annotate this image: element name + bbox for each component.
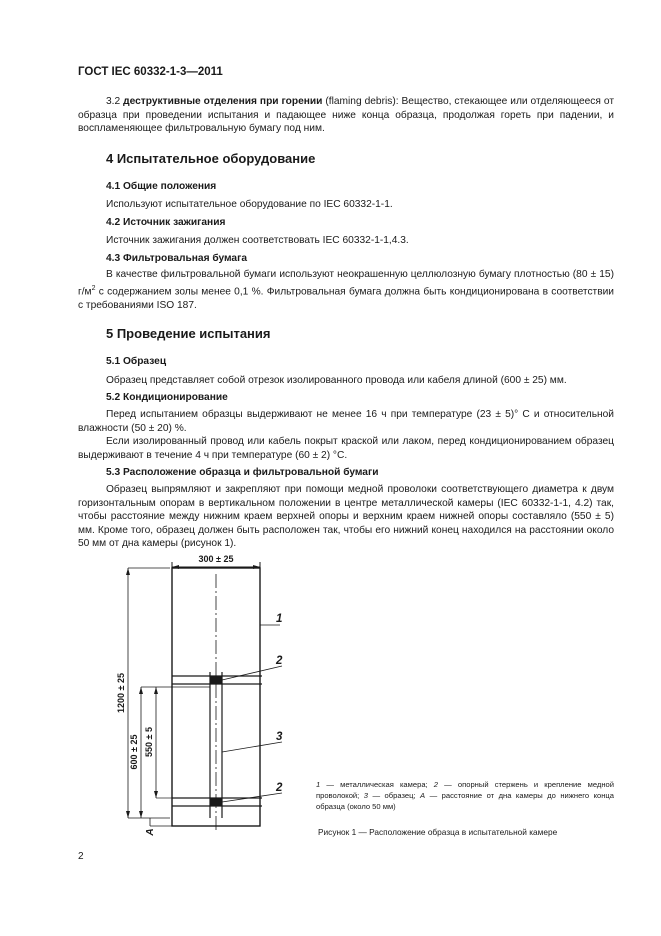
dim-1200-label: 1200 ± 25 [116,673,126,713]
dim-600-label: 600 ± 25 [129,734,139,770]
section-5-2-text-2: Если изолированный провод или кабель покрыт краской или лаком, перед кондиционированием образец выдерживают в течение 4 ч при температуре (60 ± 2) °С. [78,436,614,461]
legend-text-3: — образец; [368,791,421,800]
document-header: ГОСТ IEC 60332-1-3—2011 [78,66,223,78]
callout-1: 1 [276,613,283,625]
definition-text: (flaming debris): Вещество, стекающее или отделяющееся от образца при проведении испытания и падающее ниже конца образца, продолжая гореть при падении, и воспламеняющее фильтровальную бумагу под ним. [78,96,614,135]
legend-text-a: — расстояние от дна камеры до нижнего конца образца (около 50 мм) [316,791,614,811]
section-4-3-text-a: В качестве фильтровальной бумаги используют неокрашенную целлюлозную бумагу плотностью (80 ± 15) г/м [78,269,614,297]
page-number: 2 [78,851,84,862]
superscript: 2 [91,284,96,292]
section-5-title: 5 Проведение испытания [106,326,271,341]
section-5-3-text: Образец выпрямляют и закрепляют при помощи медной проволоки соответствующего диаметра к двум горизонтальным опорам в вертикальном положении в центре металлической камеры (IEC 60332-1-1, 4.2) так, чтобы расстояние между нижним краем верхней опоры и верхним краем нижней опоры составляло (550 ± 5) мм. Кроме того, образец должен быть расположен так, чтобы его нижний конец находился на расстоянии около 50 мм от дна камеры (рисунок 1). [78,484,614,550]
section-4-2-text: Источник зажигания должен соответствовать IEC 60332-1-1,4.3. [106,235,409,246]
section-5-2-text-1: Перед испытанием образцы выдерживают не менее 16 ч при температуре (23 ± 5)° С и относительной влажности (50 ± 20) %. [78,409,614,434]
definition-term: деструктивные отделения при горении [123,96,323,107]
section-5-2-title: 5.2 Кондиционирование [106,392,228,403]
section-4-title: 4 Испытательное оборудование [106,151,316,166]
section-5-1-text: Образец представляет собой отрезок изолированного провода или кабеля длиной (600 ± 25) мм. [106,375,567,386]
dim-a-label: A [145,828,156,836]
dim-1200-arrow-bottom [126,811,130,818]
section-4-3-title: 4.3 Фильтровальная бумага [106,253,248,264]
definition-number: 3.2 [106,96,121,107]
figure-legend [316,779,614,812]
figure-caption: Рисунок 1 — Расположение образца в испытательной камере [318,827,558,837]
dim-1200-arrow-top [126,568,130,575]
callout-2-lower: 2 [276,782,283,794]
upper-clamp [210,676,222,684]
lower-clamp [210,798,222,806]
dim-600-arrow-top [139,687,143,694]
callout-2-upper: 2 [276,655,283,667]
dim-550-arrow-top [154,687,158,694]
leader-2-upper [222,666,282,680]
section-5-3-title: 5.3 Расположение образца и фильтровальной бумаги [106,467,379,478]
legend-text-2: — опорный стержень и крепление медной проволокой; [316,780,614,800]
section-4-1-title: 4.1 Общие положения [106,181,217,192]
legend-key-2: 2 [433,780,439,789]
section-4-3-text-b: с содержанием золы менее 0,1 %. Фильтровальная бумага должна быть кондиционирована в соответствии с требованиями ISO 187. [78,285,614,311]
legend-key-3: 3 [363,791,368,800]
dim-top-label: 300 ± 25 [198,554,234,564]
section-4-2-title: 4.2 Источник зажигания [106,217,226,228]
callout-3: 3 [276,731,283,743]
leader-3 [222,742,282,752]
section-4-1-text: Используют испытательное оборудование по IEC 60332-1-1. [106,199,393,210]
legend-key-a: A [420,791,426,800]
dim-550-arrow-bottom [154,791,158,798]
legend-text-1: — металлическая камера; [320,780,434,789]
legend-key-1: 1 [316,780,321,789]
dim-600-arrow-bottom [139,811,143,818]
section-5-1-title: 5.1 Образец [106,356,167,367]
dim-550-label: 550 ± 5 [144,727,154,757]
